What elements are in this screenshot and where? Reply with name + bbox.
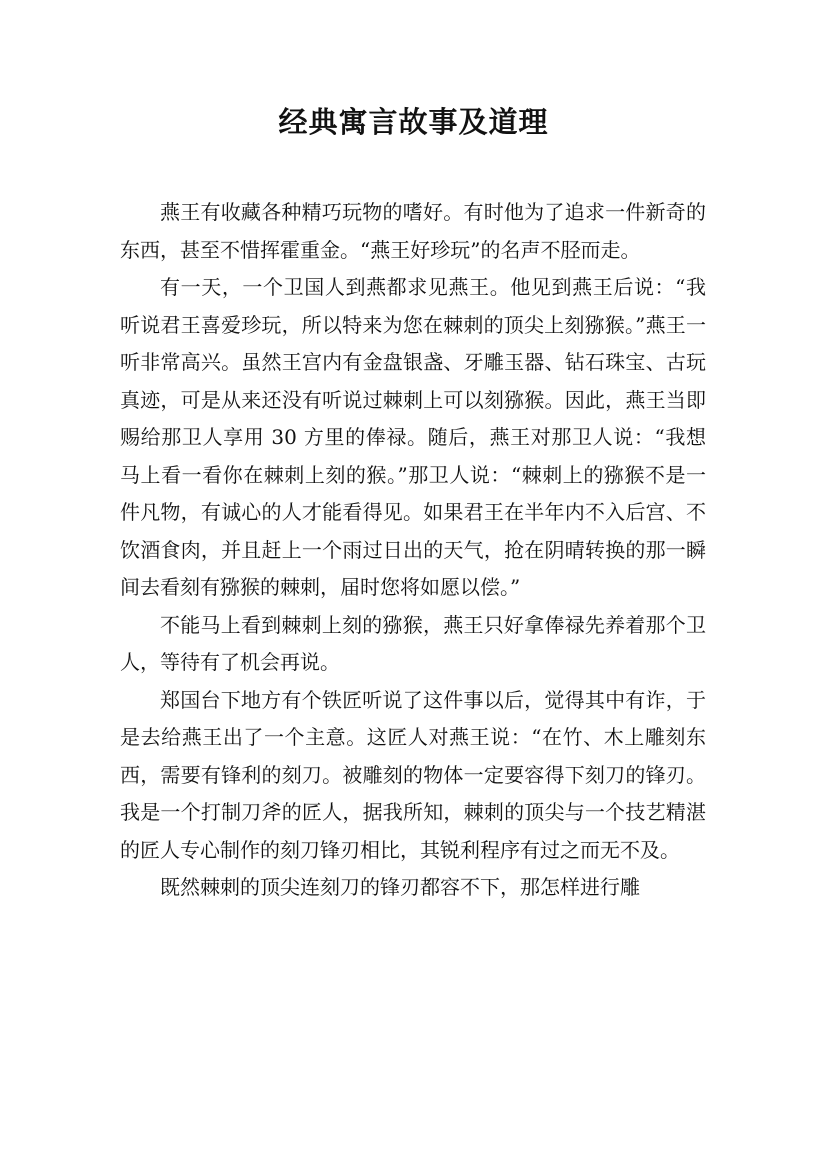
paragraph-3: 不能马上看到棘刺上刻的猕猴，燕王只好拿俸禄先养着那个卫人，等待有了机会再说。 (120, 612, 706, 674)
document-title: 经典寓言故事及道理 (278, 105, 549, 139)
paragraph-2: 有一天，一个卫国人到燕都求见燕王。他见到燕王后说：“我听说君王喜爱珍玩，所以特来为您在棘刺的顶尖上刻猕猴。”燕王一听非常高兴。虽然王宫内有金盘银盏、牙雕玉器、钻石珠宝、古玩真迹，可是从来还没有听说过棘刺上可以刻猕猴。因此，燕王当即赐给那卫人享用 30 方里的俸禄。随后，燕王对那卫人说：“我想马上看一看你在棘刺上刻的猴。”那卫人说：“棘刺上的猕猴不是一件凡物，有诚心的人才能看得见。如果君王在半年内不入后宫、不饮酒食肉，并且赶上一个雨过日出的天气，抢在阴晴转换的那一瞬间去看刻有猕猴的棘刺，届时您将如愿以偿。” (120, 275, 706, 599)
paragraph-5: 既然棘刺的顶尖连刻刀的锋刃都容不下，那怎样进行雕 (160, 875, 640, 899)
paragraph-1: 燕王有收藏各种精巧玩物的嗜好。有时他为了追求一件新奇的东西，甚至不惜挥霍重金。“燕王好珍玩”的名声不胫而走。 (120, 200, 706, 262)
paragraph-4: 郑国台下地方有个铁匠听说了这件事以后，觉得其中有诈，于是去给燕王出了一个主意。这匠人对燕王说：“在竹、木上雕刻东西，需要有锋利的刻刀。被雕刻的物体一定要容得下刻刀的锋刃。我是一个打制刀斧的匠人，据我所知，棘刺的顶尖与一个技艺精湛的匠人专心制作的刻刀锋刃相比，其锐利程序有过之而无不及。 (120, 687, 706, 862)
document-body (120, 194, 706, 907)
